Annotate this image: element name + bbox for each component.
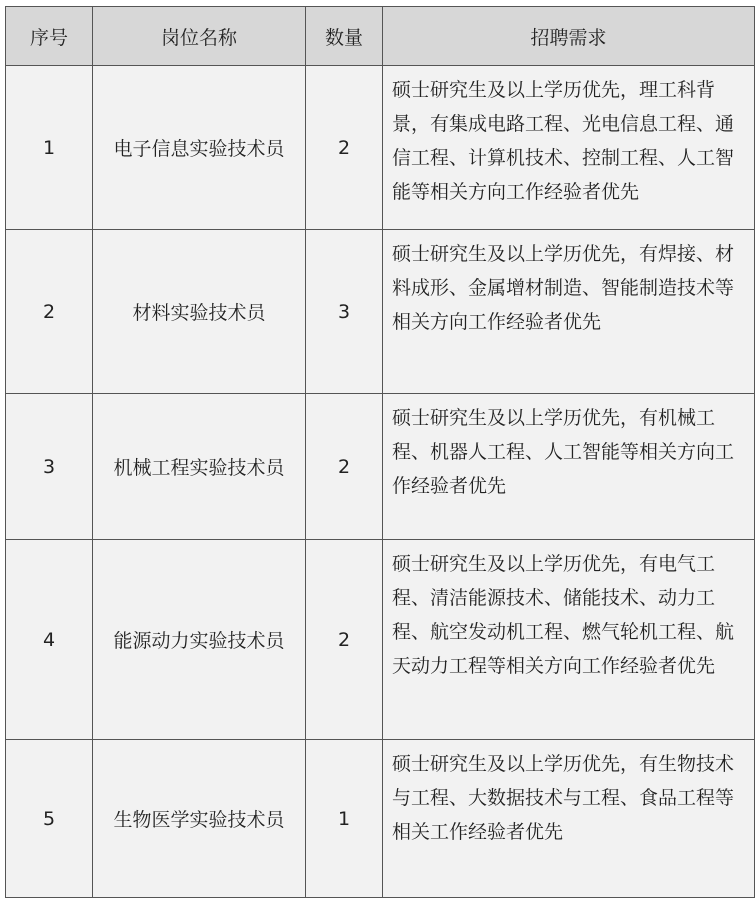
- row-requirement: 硕士研究生及以上学历优先，有焊接、材料成形、金属增材制造、智能制造技术等相关方向工作经验者优先: [383, 230, 755, 394]
- table-row: [6, 740, 755, 898]
- row-count: 3: [306, 230, 383, 394]
- row-count: 1: [306, 740, 383, 898]
- row-no: 3: [6, 394, 93, 540]
- row-requirement: 硕士研究生及以上学历优先，有生物技术与工程、大数据技术与工程、食品工程等相关工作经验者优先: [383, 740, 755, 898]
- row-position: 电子信息实验技术员: [93, 66, 306, 230]
- table-row: [6, 66, 755, 230]
- row-position: 材料实验技术员: [93, 230, 306, 394]
- header-no: 序号: [6, 7, 93, 66]
- row-position: 机械工程实验技术员: [93, 394, 306, 540]
- row-no: 4: [6, 540, 93, 740]
- recruitment-table: [5, 6, 755, 898]
- row-requirement: 硕士研究生及以上学历优先，理工科背景，有集成电路工程、光电信息工程、通信工程、计算机技术、控制工程、人工智能等相关方向工作经验者优先: [383, 66, 755, 230]
- row-count: 2: [306, 540, 383, 740]
- row-no: 5: [6, 740, 93, 898]
- row-requirement: 硕士研究生及以上学历优先，有机械工程、机器人工程、人工智能等相关方向工作经验者优先: [383, 394, 755, 540]
- row-position: 能源动力实验技术员: [93, 540, 306, 740]
- header-position: 岗位名称: [93, 7, 306, 66]
- table-body: [6, 66, 755, 898]
- header-row: [6, 7, 755, 66]
- table-header: [6, 7, 755, 66]
- header-count: 数量: [306, 7, 383, 66]
- header-requirement: 招聘需求: [383, 7, 755, 66]
- table-row: [6, 394, 755, 540]
- row-count: 2: [306, 394, 383, 540]
- row-no: 2: [6, 230, 93, 394]
- row-position: 生物医学实验技术员: [93, 740, 306, 898]
- table-row: [6, 540, 755, 740]
- row-requirement: 硕士研究生及以上学历优先，有电气工程、清洁能源技术、储能技术、动力工程、航空发动机工程、燃气轮机工程、航天动力工程等相关方向工作经验者优先: [383, 540, 755, 740]
- row-count: 2: [306, 66, 383, 230]
- row-no: 1: [6, 66, 93, 230]
- table-row: [6, 230, 755, 394]
